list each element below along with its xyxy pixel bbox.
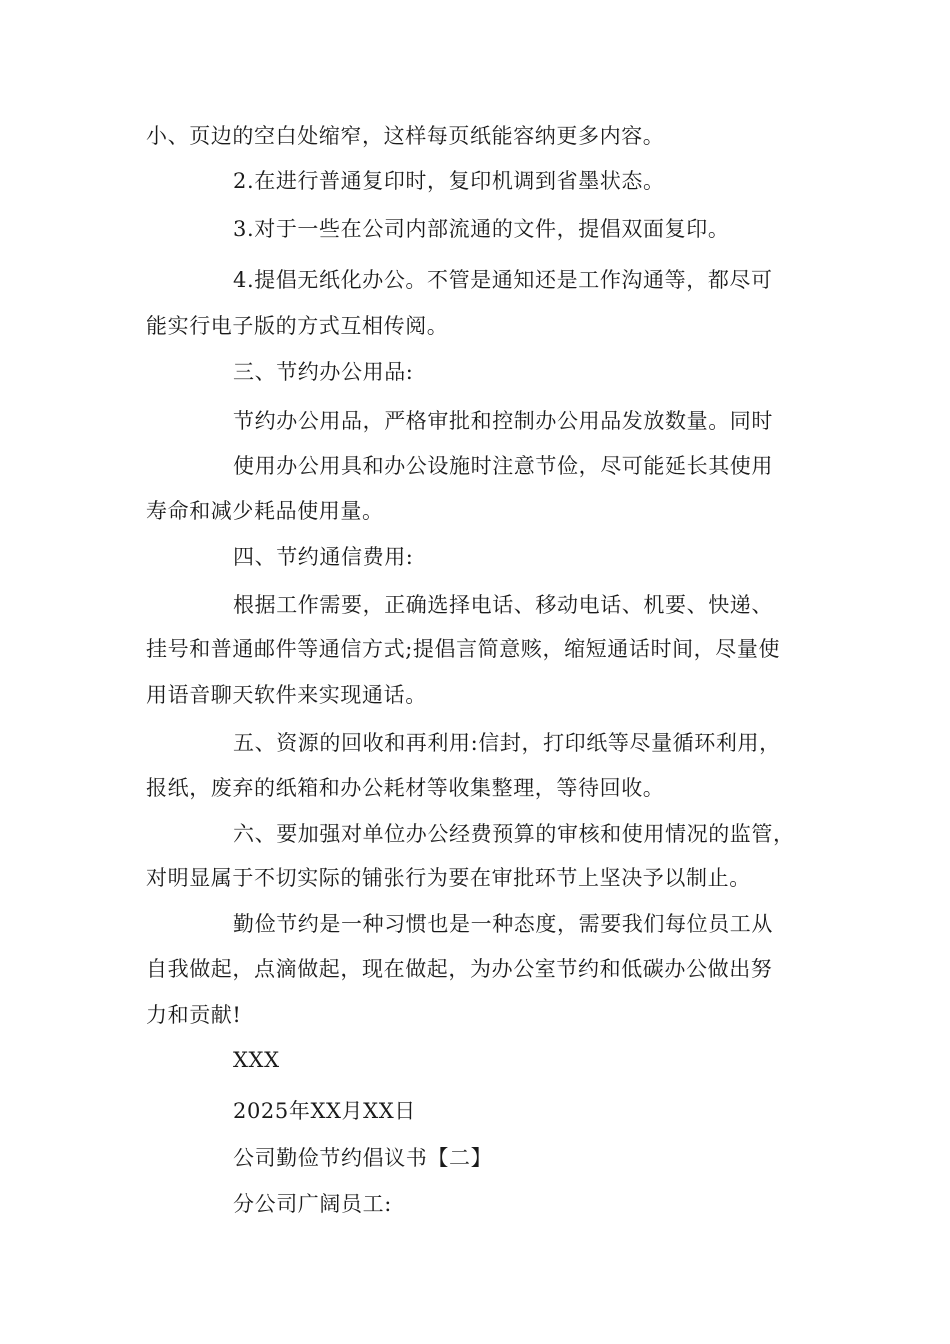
salutation: 分公司广阔员工: <box>233 1192 392 1216</box>
document-title: 公司勤俭节约倡议书【二】 <box>233 1146 493 1170</box>
text-line: 使用办公用具和办公设施时注意节俭，尽可能延长其使用 <box>233 454 773 478</box>
text-line: 对明显属于不切实际的铺张行为要在审批环节上坚决予以制止。 <box>146 866 751 890</box>
signature-name: XXX <box>233 1048 280 1072</box>
section-heading: 六、要加强对单位办公经费预算的审核和使用情况的监管， <box>233 822 795 846</box>
text-line: 2.在进行普通复印时，复印机调到省墨状态。 <box>233 169 665 193</box>
text-line: 报纸，废弃的纸箱和办公耗材等收集整理，等待回收。 <box>146 776 665 800</box>
text-line: 根据工作需要，正确选择电话、移动电话、机要、快递、 <box>233 593 773 617</box>
text-line: 挂号和普通邮件等通信方式;提倡言简意赅，缩短通话时间，尽量使 <box>146 637 781 661</box>
text-line: 节约办公用品，严格审批和控制办公用品发放数量。同时 <box>233 409 773 433</box>
text-line: 力和贡献! <box>146 1003 242 1027</box>
text-line: 寿命和减少耗品使用量。 <box>146 499 384 523</box>
text-line: 用语音聊天软件来实现通话。 <box>146 683 427 707</box>
text-line: 能实行电子版的方式互相传阅。 <box>146 314 449 338</box>
text-line: 自我做起，点滴做起，现在做起，为办公室节约和低碳办公做出努 <box>146 957 773 981</box>
section-heading: 三、节约办公用品: <box>233 360 414 384</box>
section-heading: 五、资源的回收和再利用:信封，打印纸等尽量循环利用， <box>233 731 781 755</box>
section-heading: 四、节约通信费用: <box>233 545 414 569</box>
text-line: 4.提倡无纸化办公。不管是通知还是工作沟通等，都尽可 <box>233 268 773 292</box>
text-line: 小、页边的空白处缩窄，这样每页纸能容纳更多内容。 <box>146 124 665 148</box>
text-line: 3.对于一些在公司内部流通的文件，提倡双面复印。 <box>233 217 730 241</box>
signature-date: 2025年XX月XX日 <box>233 1099 416 1123</box>
text-line: 勤俭节约是一种习惯也是一种态度，需要我们每位员工从 <box>233 912 773 936</box>
